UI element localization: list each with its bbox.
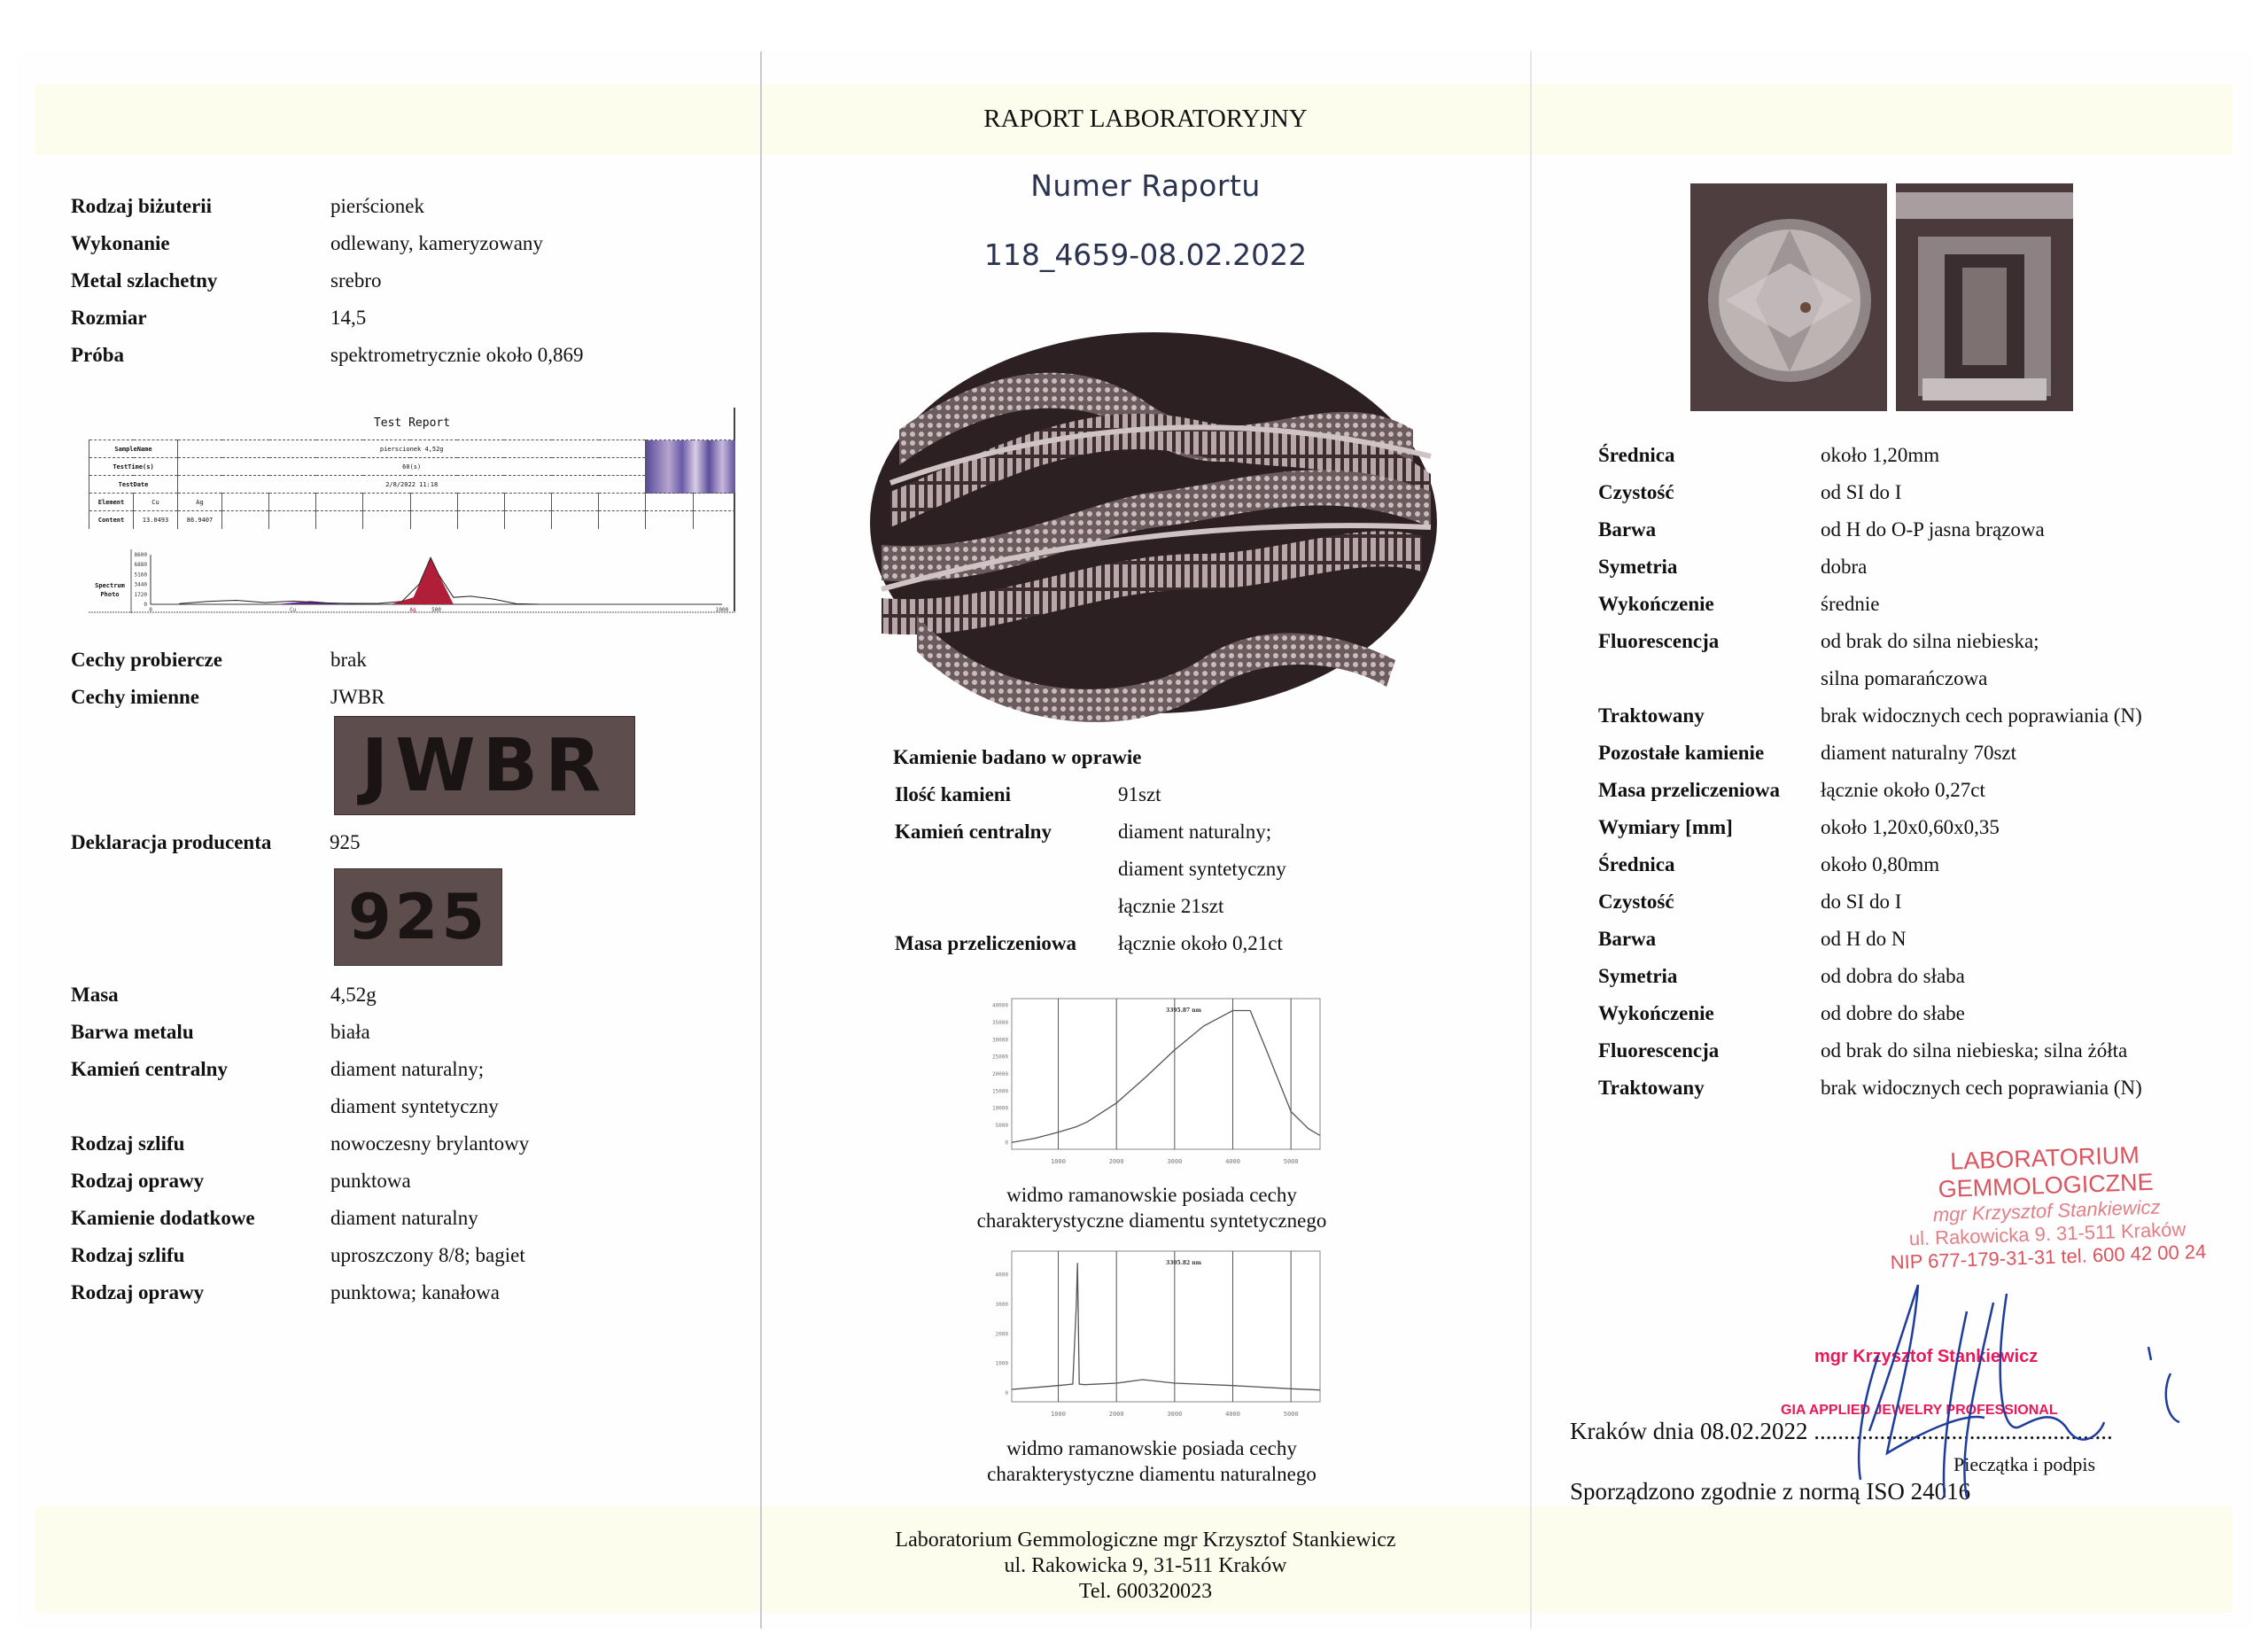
field-value: do SI do I: [1821, 891, 1902, 913]
field-value: 91szt: [1118, 783, 1161, 805]
x-tick-label: 1000: [1051, 1158, 1066, 1165]
field-label: Masa przeliczeniowa: [895, 932, 1077, 954]
x-tick-label: 0: [149, 607, 152, 613]
field-value: od H do N: [1821, 928, 1907, 950]
field-label: Masa: [71, 984, 119, 1006]
element-ag: Ag: [178, 494, 222, 511]
footer-phone: Tel. 600320023: [1078, 1580, 1213, 1603]
field-label: Próba: [71, 344, 125, 366]
field-label: Rodzaj oprawy: [71, 1170, 205, 1192]
field-value: łącznie 21szt: [1118, 895, 1224, 917]
raman-natural-caption: [904, 1435, 1400, 1487]
field-label: Średnica: [1598, 853, 1675, 875]
field-value: srebro: [330, 269, 382, 292]
field-value: brak: [330, 649, 367, 671]
lab-stamp-line-3: ul. Rakowicka 9. 31-511 Kraków: [1908, 1217, 2186, 1250]
field-value: biała: [330, 1021, 370, 1043]
signature: [1754, 1276, 2250, 1506]
raman-natural-caption-1: widmo ramanowskie posiada cechy: [1006, 1437, 1297, 1459]
xrf-test-report: [89, 408, 735, 611]
lab-stamp-line-4: NIP 677-179-31-31 tel. 600 42 00 24: [1890, 1240, 2207, 1274]
y-tick-label: 30000: [991, 1037, 1008, 1044]
field-value: diament naturalny;: [330, 1058, 485, 1080]
field-label: Barwa metalu: [71, 1021, 194, 1043]
field-label: Masa przeliczeniowa: [1598, 779, 1781, 801]
field-label: Wykonanie: [71, 232, 170, 254]
y-tick-label: 5000: [995, 1122, 1008, 1129]
field-value: od brak do silna niebieska; silna żółta: [1821, 1039, 2128, 1062]
field-value: diament naturalny: [330, 1207, 478, 1229]
field-label: Rodzaj biżuterii: [71, 195, 213, 217]
hallmark-925-text: 925: [347, 881, 489, 953]
field-value: JWBR: [330, 686, 385, 708]
test-time: 60(s): [178, 458, 646, 476]
title-stamp: GIA APPLIED JEWELRY PROFESSIONAL: [1781, 1403, 2058, 1418]
fold-line: [760, 51, 762, 1629]
hallmark-jwbr-photo: [334, 716, 635, 815]
field-value: około 1,20x0,60x0,35: [1821, 816, 2000, 838]
field-value: punktowa: [330, 1170, 411, 1192]
peak-ag: [391, 557, 454, 604]
field-value: od dobre do słabe: [1821, 1002, 1965, 1024]
element-label: Element: [89, 494, 134, 511]
field-value: diament naturalny 70szt: [1821, 742, 2016, 764]
field-value: odlewany, kameryzowany: [330, 232, 543, 254]
field-label: Traktowany: [1598, 704, 1705, 727]
field-label: Czystość: [1598, 891, 1674, 913]
field-label: Kamień centralny: [71, 1058, 228, 1080]
y-tick-label: 0: [1005, 1140, 1008, 1147]
field-label: Symetria: [1598, 556, 1678, 578]
field-label: Średnica: [1598, 444, 1675, 466]
field-value: diament syntetyczny: [1118, 858, 1286, 880]
raman-synthetic-caption-1: widmo ramanowskie posiada cechy: [1006, 1184, 1297, 1206]
hallmark-jwbr-text: JWBR: [361, 723, 609, 808]
x-tick-label: 1000: [1051, 1411, 1066, 1418]
footer-lab-name: Laboratorium Gemmologiczne mgr Krzysztof Stankiewicz: [895, 1528, 1396, 1552]
field-label: Ilość kamieni: [895, 783, 1011, 805]
field-value: brak widocznych cech poprawiania (N): [1821, 704, 2142, 727]
y-tick-label: 40000: [991, 1002, 1008, 1009]
field-value: od SI do I: [1821, 481, 1902, 503]
page-title: RAPORT LABORATORYJNY: [983, 105, 1308, 133]
field-label: Rodzaj szlifu: [71, 1132, 185, 1155]
raman-natural-chart: [975, 1247, 1329, 1433]
test-date-label: TestDate: [89, 476, 178, 494]
test-report-table: [89, 439, 735, 529]
test-date: 2/8/2022 11:18: [178, 476, 646, 494]
y-tick-label: 1720: [134, 591, 147, 598]
field-label: Cechy imienne: [71, 686, 200, 708]
place-date: Kraków dnia 08.02.2022 ..................................................: [1570, 1418, 2113, 1444]
field-value: dobra: [1821, 556, 1868, 578]
declaration-label: Deklaracja producenta: [71, 831, 272, 853]
xrf-spectrum-chart: [89, 549, 735, 613]
field-value: pierścionek: [330, 195, 425, 217]
baguette-stone-photo: [1896, 183, 2073, 411]
x-tick-label: 500: [431, 607, 441, 613]
center-stone-photo: [1690, 183, 1887, 411]
ring-photo: [864, 323, 1444, 722]
field-value: uproszczony 8/8; bagiet: [330, 1244, 525, 1266]
field-value: spektrometrycznie około 0,869: [330, 344, 584, 366]
field-value: od brak do silna niebieska;: [1821, 630, 2039, 652]
y-tick-label: 6880: [134, 562, 147, 569]
field-label: Rodzaj szlifu: [71, 1244, 185, 1266]
x-tick-label: 3000: [1167, 1158, 1183, 1165]
field-label: Traktowany: [1598, 1077, 1705, 1099]
y-tick-label: 10000: [991, 1105, 1008, 1112]
field-value: około 1,20mm: [1821, 444, 1940, 466]
lab-stamp-line-2: mgr Krzysztof Stankiewicz: [1932, 1195, 2161, 1226]
report-number: 118_4659-08.02.2022: [983, 237, 1308, 272]
field-label: Rodzaj oprawy: [71, 1281, 205, 1303]
sample-name: pierscionek 4,52g: [178, 440, 646, 458]
x-tick-label: 4000: [1225, 1158, 1240, 1165]
field-value: około 0,80mm: [1821, 853, 1940, 875]
spectrum-line: [179, 557, 539, 604]
field-label: Symetria: [1598, 965, 1678, 987]
y-tick-label: 20000: [991, 1071, 1008, 1077]
signature-caption: Pieczątka i podpis: [1953, 1453, 2096, 1475]
content-cu: 13.0493: [134, 511, 178, 529]
field-value: silna pomarańczowa: [1821, 667, 1988, 689]
y-tick-label: 0: [1005, 1390, 1008, 1396]
name-stamp: mgr Krzysztof Stankiewicz: [1814, 1347, 2039, 1366]
field-label: Rozmiar: [71, 307, 147, 329]
y-tick-label: 3440: [134, 581, 147, 588]
field-label: Wykończenie: [1598, 593, 1714, 615]
x-tick-label: 5000: [1283, 1411, 1299, 1418]
field-value: średnie: [1821, 593, 1880, 615]
y-tick-label: 0: [144, 602, 147, 608]
lab-stamp-line-1: LABORATORIUM GEMMOLOGICZNE: [1938, 1141, 2155, 1203]
field-value: 4,52g: [330, 984, 377, 1006]
field-label: Barwa: [1598, 518, 1657, 541]
report-number-label: Numer Raportu: [1030, 168, 1261, 203]
footer-address: ul. Rakowicka 9, 31-511 Kraków: [1004, 1554, 1287, 1577]
field-value: łącznie około 0,21ct: [1118, 932, 1283, 954]
peak-label: 3395.87 nm: [1166, 1007, 1201, 1014]
x-tick-label: 2000: [1108, 1158, 1124, 1165]
iso-norm: Sporządzono zgodnie z normą ISO 24016: [1570, 1478, 1971, 1505]
y-tick-label: 3000: [995, 1302, 1008, 1308]
peak-label: 3305.82 nm: [1166, 1260, 1201, 1266]
field-value: od dobra do słaba: [1821, 965, 1965, 987]
raman-synthetic-caption: [904, 1182, 1400, 1233]
y-tick-label: 5160: [134, 572, 147, 579]
field-value: diament syntetyczny: [330, 1095, 499, 1117]
field-label: Kamień centralny: [895, 821, 1052, 843]
field-value: nowoczesny brylantowy: [330, 1132, 530, 1155]
x-tick-label: 1000: [715, 607, 729, 613]
y-tick-label: 35000: [991, 1020, 1008, 1027]
field-value: diament naturalny;: [1118, 821, 1272, 843]
field-label: Metal szlachetny: [71, 269, 218, 292]
hallmark-925-photo: [334, 868, 502, 966]
x-tick-label: 2000: [1108, 1411, 1124, 1418]
y-tick-label: 8600: [134, 552, 147, 558]
lab-stamp: [1854, 1139, 2240, 1276]
field-label: Czystość: [1598, 481, 1674, 503]
content-ag: 86.9407: [178, 511, 222, 529]
field-label: Fluorescencja: [1598, 630, 1720, 652]
field-value: łącznie około 0,27ct: [1821, 779, 1985, 801]
declaration-value: 925: [330, 831, 361, 853]
field-value: od H do O-P jasna brązowa: [1821, 518, 2045, 541]
sample-photo: [646, 440, 735, 494]
raman-natural-caption-2: charakterystyczne diamentu naturalnego: [987, 1463, 1317, 1485]
field-label: Cechy probiercze: [71, 649, 222, 671]
field-value: 14,5: [330, 307, 367, 329]
fold-line: [1530, 51, 1532, 1629]
y-tick-label: 4000: [995, 1272, 1008, 1279]
y-tick-label: 15000: [991, 1088, 1008, 1095]
y-tick-label: 25000: [991, 1054, 1008, 1061]
field-label: Kamienie dodatkowe: [71, 1207, 255, 1229]
field-value: brak widocznych cech poprawiania (N): [1821, 1077, 2142, 1099]
peak-label-ag: Ag: [409, 607, 416, 613]
x-tick-label: 3000: [1167, 1411, 1183, 1418]
stones-heading: Kamienie badano w oprawie: [893, 746, 1142, 768]
test-report-title: Test Report: [373, 416, 451, 430]
raman-synthetic-caption-2: charakterystyczne diamentu syntetycznego: [976, 1210, 1327, 1232]
peak-label-cu: Cu: [289, 607, 297, 613]
sample-name-label: SampleName: [89, 440, 178, 458]
element-cu: Cu: [134, 494, 178, 511]
field-value: punktowa; kanałowa: [330, 1281, 500, 1303]
field-label: Barwa: [1598, 928, 1657, 950]
content-label: Content: [89, 511, 134, 529]
spectrum-label-2: Photo: [100, 591, 120, 598]
x-tick-label: 5000: [1283, 1158, 1299, 1165]
y-tick-label: 2000: [995, 1331, 1008, 1338]
field-label: Pozostałe kamienie: [1598, 742, 1765, 764]
test-time-label: TestTime(s): [89, 458, 178, 476]
field-label: Wykończenie: [1598, 1002, 1714, 1024]
field-label: Wymiary [mm]: [1598, 816, 1733, 838]
x-tick-label: 4000: [1225, 1411, 1240, 1418]
y-tick-label: 1000: [995, 1360, 1008, 1367]
field-label: Fluorescencja: [1598, 1039, 1720, 1062]
raman-synthetic-chart: [975, 994, 1329, 1176]
spectrum-label-1: Spectrum: [95, 582, 125, 589]
lab-footer: [762, 1528, 1529, 1605]
